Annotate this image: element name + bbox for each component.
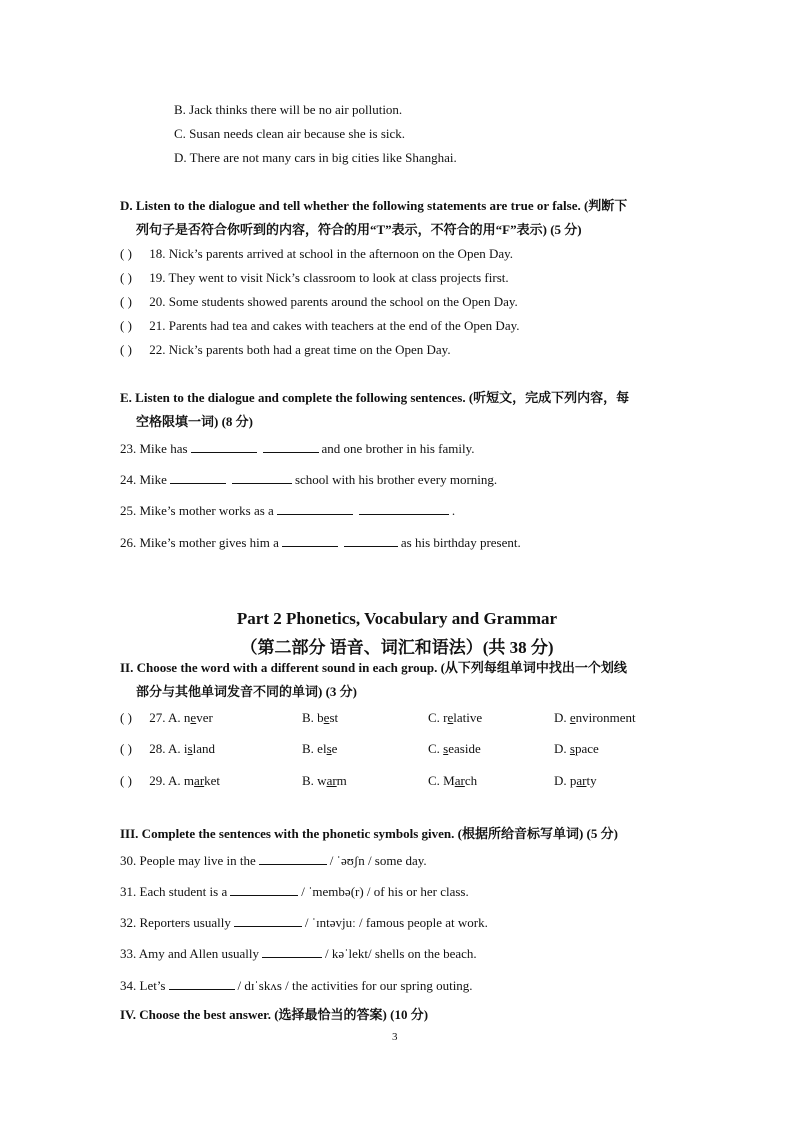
question-33: 33. Amy and Allen usually / kəˈlekt/ shells on the beach. [120, 946, 477, 961]
section-d-heading: D. Listen to the dialogue and tell whether the following statements are true or false. (判断下 [120, 198, 628, 213]
sound-28-b: B. else [302, 741, 338, 756]
question-30: 30. People may live in the / ˈəʊʃn / some day. [120, 853, 427, 868]
tf-item-22: ( ) 22. Nick’s parents both had a great time on the Open Day. [120, 342, 451, 357]
tf-item-18: ( ) 18. Nick’s parents arrived at school in the afternoon on the Open Day. [120, 246, 514, 261]
part-2-title: Part 2 Phonetics, Vocabulary and Grammar [236, 609, 558, 628]
section-iv-heading: IV. Choose the best answer. (选择最恰当的答案) (10 分) [120, 1007, 429, 1022]
section-d-heading-2: 列句子是否符合你听到的内容，符合的用“T”表示，不符合的用“F”表示) (5 分) [136, 222, 582, 237]
question-31: 31. Each student is a / ˈmembə(r) / of his or her class. [120, 884, 469, 899]
section-ii-heading: II. Choose the word with a different sound in each group. (从下列每组单词中找出一个划线 [120, 660, 627, 675]
sound-27-c: C. relative [428, 710, 483, 725]
question-26: 26. Mike’s mother gives him a as his birthday present. [120, 535, 521, 550]
option-c: C. Susan needs clean air because she is sick. [174, 126, 406, 141]
sound-29-b: B. warm [302, 773, 347, 788]
sound-28-d: D. space [554, 741, 599, 756]
question-24: 24. Mike school with his brother every morning. [120, 472, 498, 487]
part-2-subtitle: （第二部分 语音、词汇和语法）(共 38 分) [240, 638, 554, 657]
sound-row-29: ( ) 29. A. market [120, 773, 221, 788]
sound-row-27: ( ) 27. A. never [120, 710, 213, 725]
section-e-heading-2: 空格限填一词) (8 分) [136, 414, 253, 429]
tf-item-20: ( ) 20. Some students showed parents around the school on the Open Day. [120, 294, 518, 309]
tf-item-19: ( ) 19. They went to visit Nick’s classroom to look at class projects first. [120, 270, 509, 285]
sound-29-d: D. party [554, 773, 597, 788]
question-32: 32. Reporters usually / ˈɪntəvjuː / famous people at work. [120, 915, 488, 930]
page-number: 3 [392, 1031, 398, 1043]
question-25: 25. Mike’s mother works as a . [120, 503, 456, 518]
sound-row-28: ( ) 28. A. island [120, 741, 215, 756]
sound-28-c: C. seaside [428, 741, 481, 756]
sound-29-c: C. March [428, 773, 478, 788]
question-23: 23. Mike has and one brother in his family. [120, 441, 475, 456]
question-34: 34. Let’s / dɪˈskʌs / the activities for our spring outing. [120, 978, 473, 993]
sound-27-d: D. environment [554, 710, 636, 725]
tf-item-21: ( ) 21. Parents had tea and cakes with teachers at the end of the Open Day. [120, 318, 520, 333]
section-e-heading: E. Listen to the dialogue and complete the following sentences. (听短文，完成下列内容，每 [120, 390, 630, 405]
section-iii-heading: III. Complete the sentences with the phonetic symbols given. (根据所给音标写单词) (5 分) [120, 826, 618, 841]
option-b: B. Jack thinks there will be no air pollution. [174, 102, 403, 117]
sound-27-b: B. best [302, 710, 339, 725]
section-ii-heading-2: 部分与其他单词发音不同的单词) (3 分) [136, 684, 357, 699]
option-d: D. There are not many cars in big cities like Shanghai. [174, 150, 457, 165]
